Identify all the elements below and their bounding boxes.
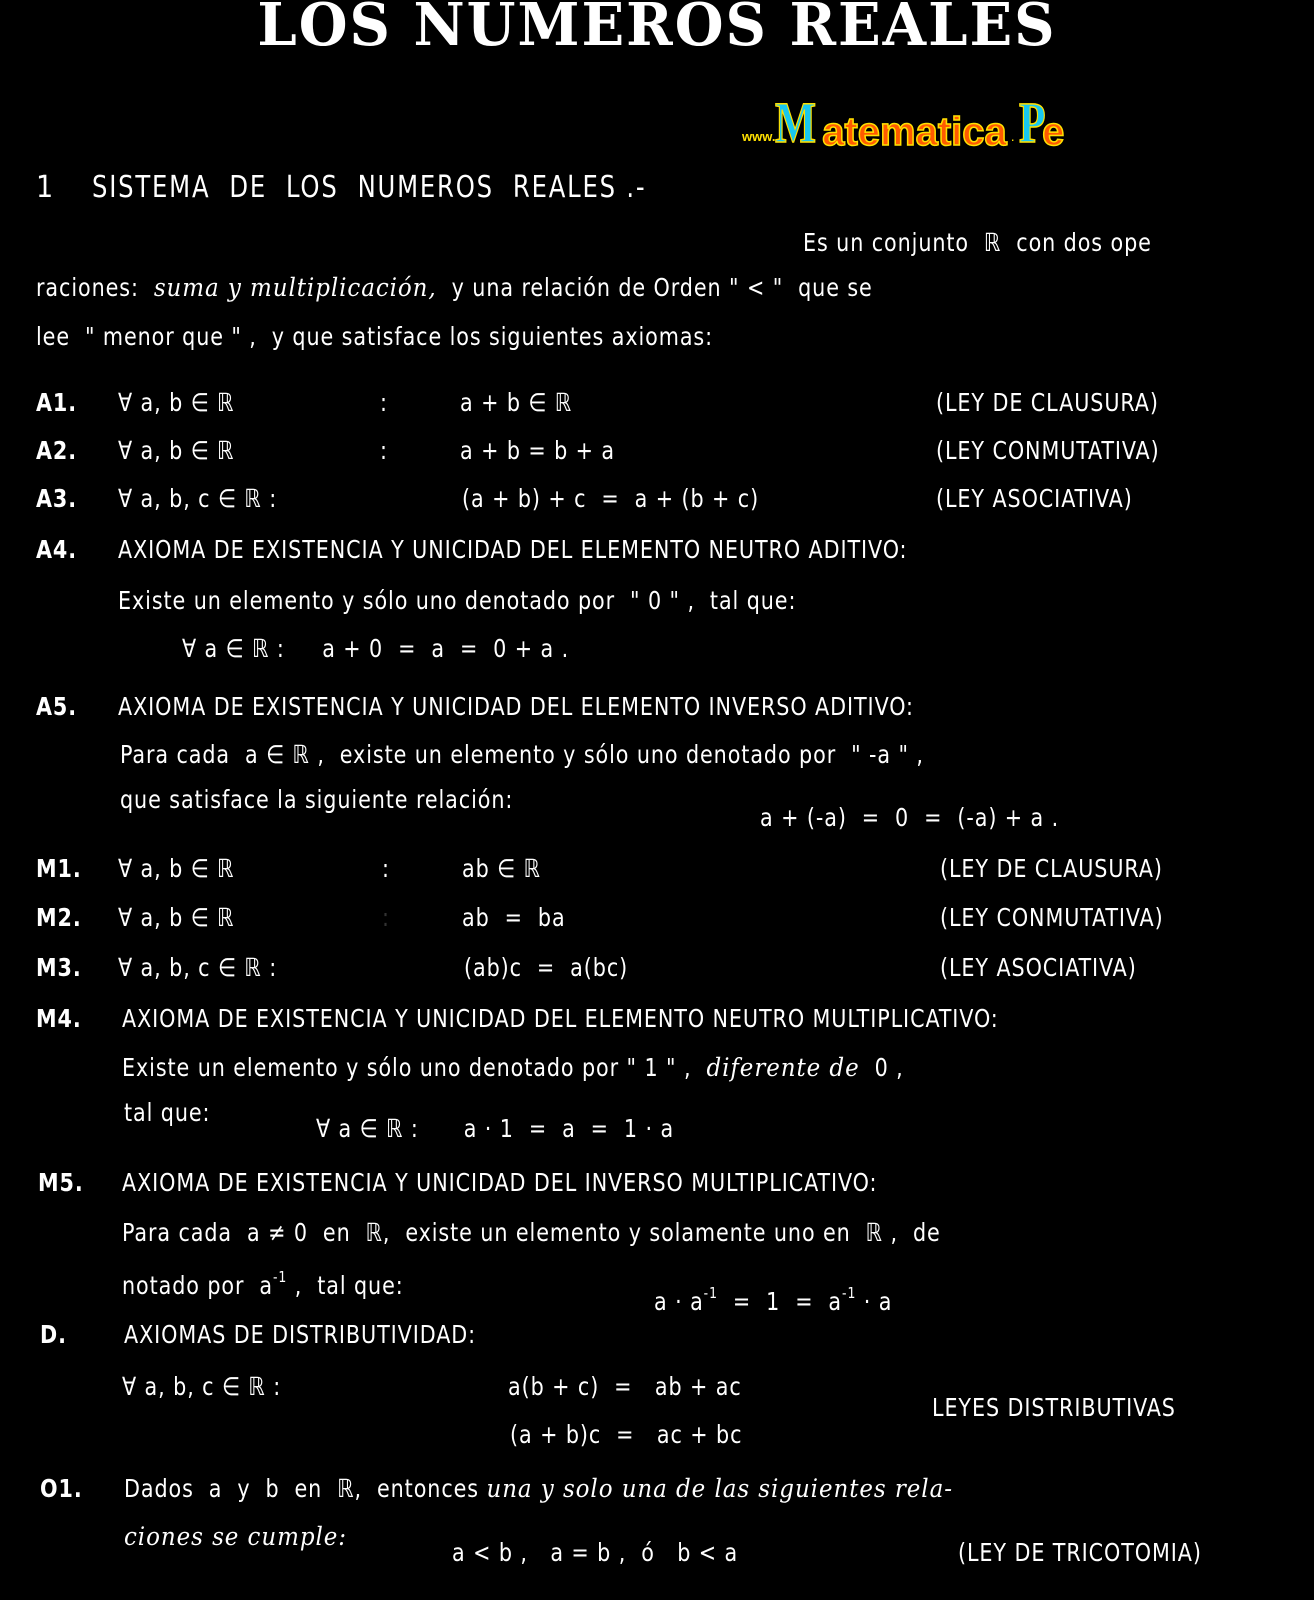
axiom-label: A4. <box>36 535 78 564</box>
axiom-colon: : <box>380 436 388 465</box>
axiom-text-italic: una y solo una de las siguientes rela- <box>486 1474 953 1503</box>
logo-p: P <box>1018 90 1046 155</box>
logo-www: www. <box>742 129 776 144</box>
axiom-quantifier: ∀ a, b, c ∈ ℝ : <box>118 484 278 513</box>
axiom-text-part: Existe un elemento y sólo uno denotado por " 1 " , <box>122 1053 707 1082</box>
axiom-text <box>122 1053 904 1082</box>
axiom-formula-2: (a + b)c = ac + bc <box>510 1420 743 1449</box>
axiom-label: M2. <box>36 903 82 932</box>
axiom-title: AXIOMA DE EXISTENCIA Y UNICIDAD DEL INVERSO MULTIPLICATIVO: <box>122 1168 878 1197</box>
axiom-formula <box>654 1284 892 1316</box>
formula-part: a · a <box>654 1287 704 1316</box>
superscript: -1 <box>273 1268 288 1286</box>
axiom-label: M4. <box>36 1004 82 1033</box>
axiom-label: M3. <box>36 953 82 982</box>
logo-e: e <box>1042 110 1065 154</box>
axiom-text-part: 0 , <box>859 1053 904 1082</box>
axiom-quantifier: ∀ a, b ∈ ℝ <box>118 903 235 932</box>
axiom-expression: a + b ∈ ℝ <box>460 388 573 417</box>
axiom-label: A2. <box>36 436 78 465</box>
axiom-expression: ab ∈ ℝ <box>462 854 541 883</box>
axiom-title: AXIOMA DE EXISTENCIA Y UNICIDAD DEL ELEMENTO NEUTRO ADITIVO: <box>118 535 908 564</box>
axiom-text-part: , tal que: <box>287 1271 404 1300</box>
intro-italic: suma y multiplicación, <box>153 273 437 302</box>
axiom-formula: ∀ a ∈ ℝ : a · 1 = a = 1 · a <box>316 1114 675 1143</box>
axiom-expression: (ab)c = a(bc) <box>464 953 629 982</box>
page-title: LOS NUMEROS REALES <box>257 0 1057 60</box>
axiom-law: (LEY DE CLAUSURA) <box>940 854 1163 883</box>
axiom-label: A3. <box>36 484 78 513</box>
axiom-text-2: tal que: <box>124 1098 211 1127</box>
section-heading: SISTEMA DE LOS NUMEROS REALES .- <box>92 170 647 205</box>
axiom-law: (LEY DE TRICOTOMIA) <box>958 1538 1202 1567</box>
intro-line-2 <box>36 273 873 302</box>
axiom-text-part: notado por a <box>122 1271 274 1300</box>
axiom-formula: a + (-a) = 0 = (-a) + a . <box>760 803 1060 832</box>
axiom-expression: a + b = b + a <box>460 436 616 465</box>
axiom-text-2: ciones se cumple: <box>124 1522 347 1551</box>
axiom-colon: : <box>380 388 388 417</box>
logo-dot: . <box>1010 128 1015 144</box>
axiom-quantifier: ∀ a, b ∈ ℝ <box>118 854 235 883</box>
axiom-quantifier: ∀ a, b, c ∈ ℝ : <box>118 953 278 982</box>
site-logo <box>742 90 1065 155</box>
axiom-title: AXIOMA DE EXISTENCIA Y UNICIDAD DEL ELEMENTO NEUTRO MULTIPLICATIVO: <box>122 1004 999 1033</box>
axiom-law: LEYES DISTRIBUTIVAS <box>932 1393 1176 1422</box>
intro-text: raciones: <box>36 273 154 302</box>
axiom-quantifier: ∀ a, b ∈ ℝ <box>118 388 235 417</box>
axiom-label: A1. <box>36 388 78 417</box>
axiom-colon: : <box>382 903 390 932</box>
axiom-label: M5. <box>38 1168 84 1197</box>
axiom-law: (LEY CONMUTATIVA) <box>940 903 1164 932</box>
axiom-label: O1. <box>40 1474 83 1503</box>
axiom-text: Existe un elemento y sólo uno denotado por " 0 " , tal que: <box>118 586 797 615</box>
axiom-formula: ∀ a ∈ ℝ : a + 0 = a = 0 + a . <box>182 634 570 663</box>
axiom-text-italic: diferente de <box>706 1053 860 1082</box>
axiom-text: Para cada a ∈ ℝ , existe un elemento y sólo uno denotado por " -a " , <box>120 740 924 769</box>
axiom-colon: : <box>382 854 390 883</box>
intro-line-1: Es un conjunto ℝ con dos ope <box>803 228 1152 257</box>
formula-part: · a <box>856 1287 893 1316</box>
axiom-expression: ab = ba <box>462 903 566 932</box>
axiom-formula-1: a(b + c) = ab + ac <box>508 1372 742 1401</box>
axiom-text-2 <box>122 1268 404 1300</box>
axiom-expression: (a + b) + c = a + (b + c) <box>462 484 760 513</box>
axiom-label: M1. <box>36 854 82 883</box>
axiom-quantifier: ∀ a, b ∈ ℝ <box>118 436 235 465</box>
axiom-law: (LEY CONMUTATIVA) <box>936 436 1160 465</box>
formula-part: = 1 = a <box>717 1287 843 1316</box>
axiom-law: (LEY DE CLAUSURA) <box>936 388 1159 417</box>
logo-middle: atematica <box>822 110 1007 154</box>
axiom-text-part: Dados a y b en ℝ, entonces <box>124 1474 487 1503</box>
section-number: 1 <box>36 170 56 205</box>
axiom-title: AXIOMA DE EXISTENCIA Y UNICIDAD DEL ELEMENTO INVERSO ADITIVO: <box>118 692 914 721</box>
axiom-law: (LEY ASOCIATIVA) <box>936 484 1133 513</box>
axiom-text <box>124 1474 953 1503</box>
axiom-quantifier: ∀ a, b, c ∈ ℝ : <box>122 1372 282 1401</box>
superscript: -1 <box>842 1284 857 1302</box>
axiom-text-2: que satisface la siguiente relación: <box>120 785 514 814</box>
axiom-formula: a < b , a = b , ó b < a <box>452 1538 739 1567</box>
logo-m: M <box>775 90 817 155</box>
intro-text: y una relación de Orden " < " que se <box>436 273 873 302</box>
axiom-title: AXIOMAS DE DISTRIBUTIVIDAD: <box>124 1320 477 1349</box>
axiom-label: A5. <box>36 692 78 721</box>
axiom-law: (LEY ASOCIATIVA) <box>940 953 1137 982</box>
superscript: -1 <box>703 1284 718 1302</box>
axiom-label: D. <box>40 1320 67 1349</box>
intro-line-3: lee " menor que " , y que satisface los siguientes axiomas: <box>36 322 714 351</box>
axiom-text: Para cada a ≠ 0 en ℝ, existe un elemento y solamente uno en ℝ , de <box>122 1218 941 1247</box>
